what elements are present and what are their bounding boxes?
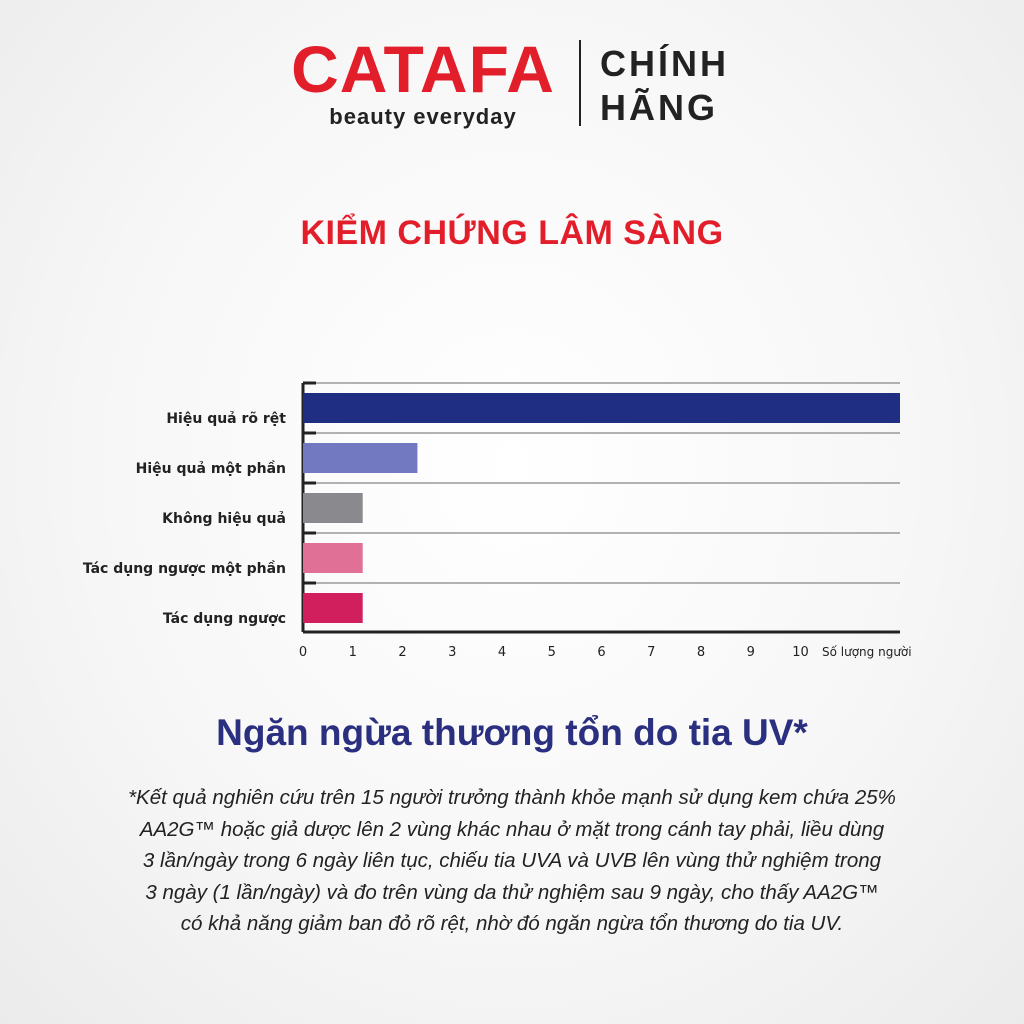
section-title: KIỂM CHỨNG LÂM SÀNG [300,214,724,252]
x-tick-label: 2 [398,645,407,660]
header-divider [579,40,581,126]
footnote-line: 3 lần/ngày trong 6 ngày liên tục, chiếu tia UVA và UVB lên vùng thử nghiệm trong [142,849,882,872]
brand-logo [284,32,562,130]
x-tick-label: 10 [792,645,809,660]
footnote-line: 3 ngày (1 lần/ngày) và đo trên vùng da thử nghiệm sau 9 ngày, cho thấy AA2G™ [145,880,879,904]
category-label: Hiệu quả một phần [135,461,286,477]
authentic-stamp [600,42,729,130]
clinical-results-chart [0,360,1024,680]
header [0,32,1024,136]
bar [303,543,363,573]
stamp-line-2: HÃNG [600,87,718,128]
bar [303,493,363,523]
x-tick-label: 4 [497,645,507,660]
footnote-line: *Kết quả nghiên cứu trên 15 người trưởng thành khỏe mạnh sử dụng kem chứa 25% [128,786,896,809]
category-label: Tác dụng ngược [162,611,286,627]
x-tick-label: 5 [547,645,556,660]
chart-category-labels [83,411,286,627]
category-label: Không hiệu quả [162,511,286,527]
chart-bars [303,393,900,623]
stamp-line-1: CHÍNH [600,43,729,84]
bar [303,443,417,473]
x-tick-label: 6 [597,645,606,660]
category-label: Hiệu quả rõ rệt [166,411,286,427]
x-tick-label: 8 [696,645,706,660]
bar [303,593,363,623]
x-tick-label: 7 [647,645,656,660]
x-axis-label: Số lượng người [822,645,912,659]
brand-tagline: beauty everyday [329,104,517,129]
brand-name: CATAFA [291,32,555,106]
x-tick-label: 3 [448,645,457,660]
category-label: Tác dụng ngược một phần [82,561,286,577]
footnote [50,782,974,940]
footnote-line: có khả năng giảm ban đỏ rõ rệt, nhờ đó ngăn ngừa tổn thương do tia UV. [180,912,844,935]
x-tick-label: 0 [298,645,308,660]
x-tick-label: 9 [746,645,755,660]
footnote-line: AA2G™ hoặc giả dược lên 2 vùng khác nhau ở mặt trong cánh tay phải, liều dùng [139,817,885,841]
x-tick-label: 1 [348,645,357,660]
bar [303,393,900,423]
chart-tick-labels [299,645,809,660]
subtitle: Ngăn ngừa thương tổn do tia UV* [216,712,808,753]
